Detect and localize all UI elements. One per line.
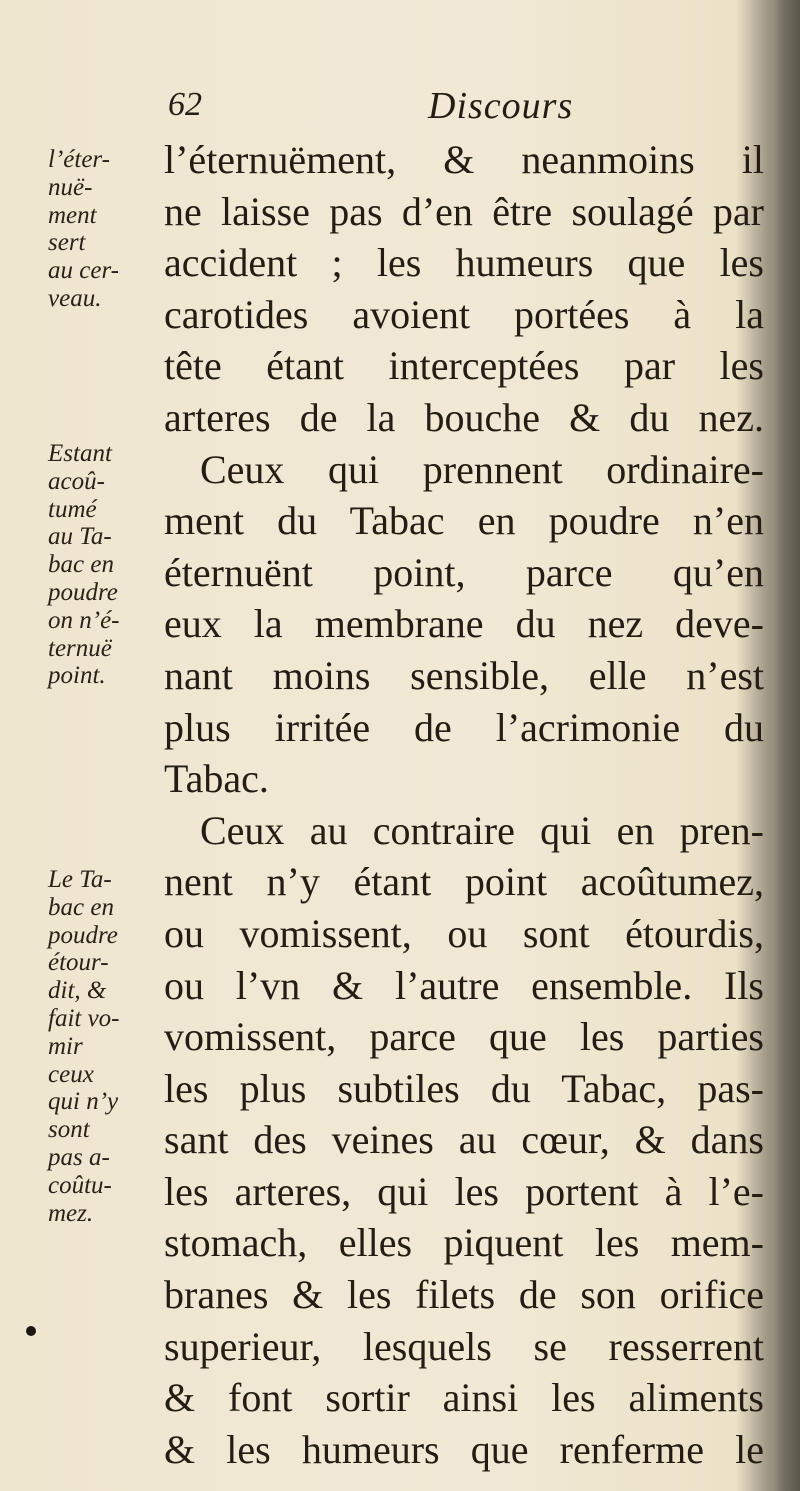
margin-note-line: bac en [48, 551, 114, 579]
text-line: Ceux qui prennent ordinaire- [200, 446, 764, 492]
body-text [164, 134, 764, 1475]
margin-note-line: tumé [48, 495, 97, 523]
text-line: l’éternuëment, & neanmoins il [164, 137, 764, 182]
text-line: nent n’y étant point acoûtumez, [164, 859, 764, 905]
margin-note-line: pas a- [48, 1143, 110, 1171]
page-gutter-shadow [774, 0, 800, 1491]
text-line: arteres de la bouche & du nez. [164, 394, 764, 440]
text-line: ne laisse pas d’en être soulagé par [164, 188, 764, 234]
margin-note-line: mez. [48, 1199, 94, 1227]
text-line: & les humeurs que renferme le [164, 1426, 764, 1472]
text-line: & font sortir ainsi les aliments [164, 1375, 764, 1421]
text-line: nant moins sensible, elle n’est [164, 652, 764, 698]
margin-note-line: ment [48, 201, 97, 229]
text-line: ment du Tabac en poudre n’en [164, 498, 764, 544]
margin-note-sneezing [48, 146, 160, 313]
margin-note-line: étour- [48, 949, 109, 977]
text-line: stomach, elles piquent les mem- [164, 1220, 764, 1266]
text-line: sant des veines au cœur, & dans [164, 1117, 764, 1163]
text-line: ou vomissent, ou sont étourdis, [164, 910, 764, 956]
text-line: tête étant interceptées par les [164, 343, 764, 389]
margin-note-line: mir [48, 1032, 83, 1060]
text-line: les plus subtiles du Tabac, pas- [164, 1065, 764, 1111]
text-line: plus irritée de l’acrimonie du [164, 704, 764, 750]
text-line: carotides avoient portées à la [164, 291, 764, 337]
margin-note-vomiting [48, 866, 160, 1227]
margin-note-line: Le Ta- [48, 866, 112, 893]
text-line: éternuënt point, parce qu’en [164, 549, 764, 595]
margin-note-line: poudre [48, 578, 118, 606]
ink-dot-mark [26, 1326, 36, 1336]
margin-note-line: Estant [48, 440, 112, 467]
margin-note-line: qui n’y [48, 1088, 119, 1116]
margin-note-line: point. [48, 662, 106, 690]
margin-note-line: au Ta- [48, 523, 112, 551]
text-line: superieur, lesquels se resserrent [164, 1323, 764, 1369]
text-line: vomissent, parce que les parties [164, 1014, 764, 1060]
margin-note-line: bac en [48, 893, 114, 921]
margin-note-line: au cer- [48, 257, 119, 285]
margin-note-line: acoû- [48, 467, 105, 495]
margin-note-line: ceux [48, 1060, 94, 1088]
text-line: Tabac. [164, 756, 269, 802]
page-header [164, 72, 764, 132]
margin-note-line: fait vo- [48, 1004, 120, 1032]
text-line: accident ; les humeurs que les [164, 240, 764, 286]
margin-note-line: sont [48, 1116, 90, 1144]
margin-note-line: ternuë [48, 634, 112, 662]
text-line: eux la membrane du nez deve- [164, 601, 764, 647]
text-line: ou l’vn & l’autre ensemble. Ils [164, 962, 764, 1008]
running-title: Discours [428, 85, 574, 127]
text-line: Ceux au contraire qui en pren- [200, 807, 764, 853]
margin-note-line: on n’é- [48, 606, 120, 634]
margin-note-line: l’éter- [48, 146, 110, 173]
margin-note-line: nuë- [48, 173, 93, 201]
margin-note-line: sert [48, 229, 86, 257]
margin-note-line: coûtu- [48, 1171, 112, 1199]
page-number: 62 [168, 86, 202, 123]
margin-note-accustomed [48, 440, 160, 690]
text-line: les arteres, qui les portent à l’e- [164, 1168, 764, 1214]
text-line: branes & les filets de son orifice [164, 1272, 764, 1318]
margin-note-line: veau. [48, 284, 102, 312]
margin-note-line: dit, & [48, 977, 107, 1005]
margin-note-line: poudre [48, 921, 118, 949]
